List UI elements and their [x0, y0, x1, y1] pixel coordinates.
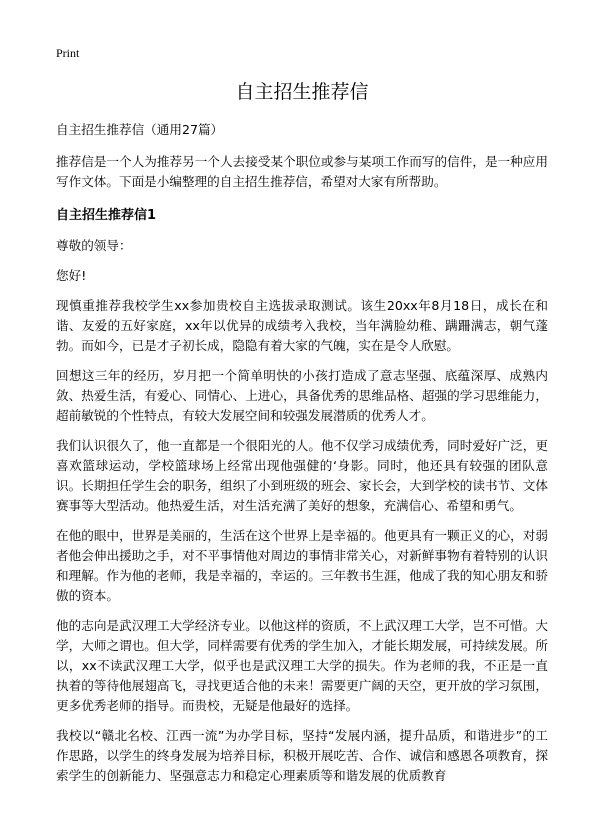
body-paragraph-5: 他的志向是武汉理工大学经济专业。以他这样的资质，不上武汉理工大学，岂不可惜。大学，大师之谓也。但大学，同样需要有优秀的学生加入，才能长期发展，可持续发展。所以，xx不读武汉理工大学，似乎也是武汉理工大学的损失。作为老师的我，不正是一直执着的等待他展翅高飞，寻找更适合他的未来！需要更广阔的天空，更开放的学习氛围，更多优秀老师的指导。而贵校，无疑是他最好的选择。 — [56, 618, 548, 713]
body-paragraph-1: 现慎重推荐我校学生xx参加贵校自主选拔录取测试。该生20xx年8月18日，成长在和谐、友爱的五好家庭，xx年以优异的成绩考入我校，当年满脸幼稚、蹒跚满志，朝气蓬勃。而如今，已是才子初长成，隐隐有着大家的气魄，实在是令人欣慰。 — [56, 298, 548, 353]
document-title: 自主招生推荐信 — [235, 81, 369, 103]
salutation: 尊敬的领导： — [56, 238, 132, 253]
section-heading: 自主招生推荐信1 — [56, 208, 157, 223]
body-paragraph-4: 在他的眼中，世界是美丽的，生活在这个世界上是幸福的。他更具有一颗正义的心，对弱者他会伸出援助之手，对不平事情他对周边的事情非常关心，对新鲜事物有着特别的认识和理解。作为他的老师，我是幸福的，幸运的。三年教书生涯，他成了我的知心朋友和骄傲的资本。 — [56, 528, 548, 603]
body-paragraph-6: 我校以“赣北名校、江西一流”为办学目标，坚持“发展内涵，提升品质，和谐进步”的工作思路，以学生的终身发展为培养目标，积极开展吃苦、合作、诚信和感恩各项教育，探索学生的创新能力、坚强意志力和稳定心理素质等和谐发展的优质教育 — [56, 728, 548, 783]
document-subtitle: 自主招生推荐信（通用27篇） — [56, 122, 224, 137]
greeting: 您好! — [56, 268, 87, 283]
print-link[interactable]: Print — [56, 46, 80, 60]
intro-paragraph: 推荐信是一个人为推荐另一个人去接受某个职位或参与某项工作而写的信件，是一种应用写作文体。下面是小编整理的自主招生推荐信，希望对大家有所帮助。 — [56, 154, 548, 189]
document-body — [56, 78, 548, 796]
body-paragraph-2: 回想这三年的经历，岁月把一个简单明快的小孩打造成了意志坚强、底蕴深厚、成熟内敛、热爱生活，有爱心、同情心、上进心，具备优秀的思维品格、超强的学习思维能力，超前敏锐的个性特点，有较大发展空间和较强发展潜质的优秀人才。 — [56, 368, 548, 423]
body-paragraph-3: 我们认识很久了，他一直都是一个很阳光的人。他不仅学习成绩优秀，同时爱好广泛，更喜欢篮球运动，学校篮球场上经常出现他强健的‘身影。同时，他还具有较强的团队意识。长期担任学生会的职务，组织了小到班级的班会、家长会，大到学校的读书节、文体赛事等大型活动。他热爱生活，对生活充满了美好的想象，充满信心、希望和勇气。 — [56, 438, 548, 513]
